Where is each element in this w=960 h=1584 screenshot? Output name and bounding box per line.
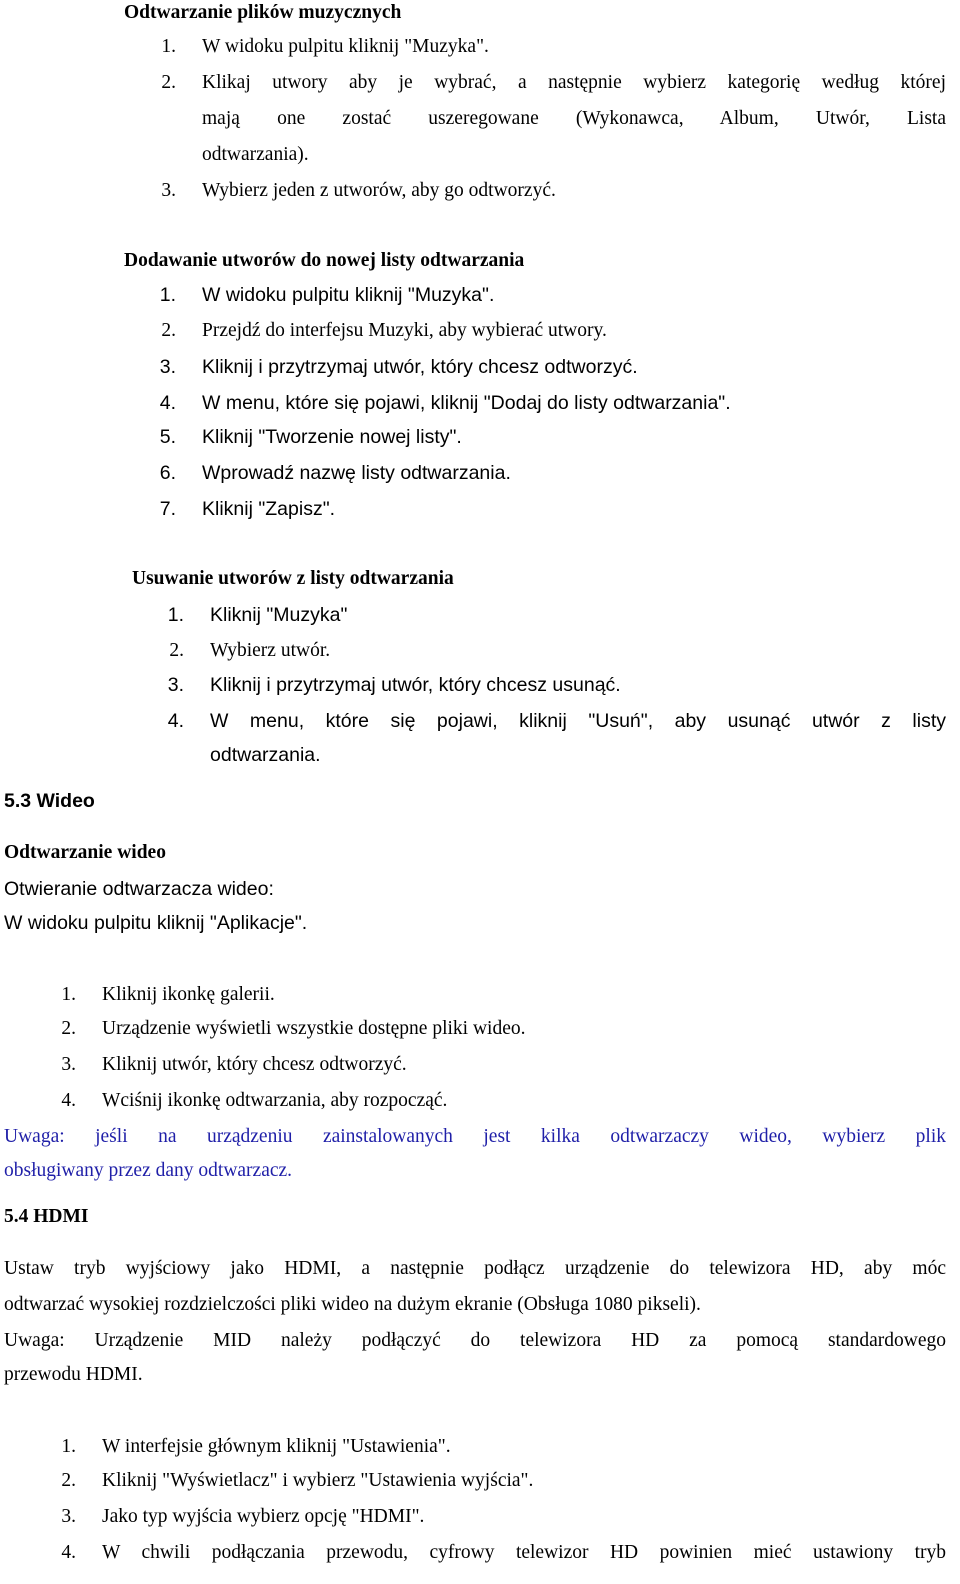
section-title-add-playlist: Dodawanie utworów do nowej listy odtwarzania xyxy=(124,250,525,271)
list-item-continuation: odtwarzania). xyxy=(202,144,309,165)
paragraph: Ustaw tryb wyjściowy jako HDMI, a następnie podłącz urządzenie do telewizora HD, aby móc xyxy=(4,1258,946,1279)
subsection-title-video: Odtwarzanie wideo xyxy=(4,842,166,863)
paragraph: odtwarzać wysokiej rozdzielczości pliki wideo na dużym ekranie (Obsługa 1080 pikseli). xyxy=(4,1294,701,1315)
section-heading-hdmi: 5.4 HDMI xyxy=(4,1206,89,1227)
section-title-remove: Usuwanie utworów z listy odtwarzania xyxy=(132,568,454,589)
paragraph: przewodu HDMI. xyxy=(4,1364,143,1385)
section-heading-video: 5.3 Wideo xyxy=(4,790,95,812)
paragraph: Otwieranie odtwarzacza wideo: xyxy=(4,878,274,900)
paragraph: Uwaga: Urządzenie MID należy podłączyć do telewizora HD za pomocą standardowego xyxy=(4,1330,946,1351)
paragraph: W widoku pulpitu kliknij "Aplikacje". xyxy=(4,912,308,934)
note-text: obsługiwany przez dany odtwarzacz. xyxy=(4,1160,293,1181)
note-text: Uwaga: jeśli na urządzeniu zainstalowanych jest kilka odtwarzaczy wideo, wybierz plik xyxy=(4,1126,946,1147)
list-item-continuation: odtwarzania. xyxy=(210,744,321,766)
section-title-music: Odtwarzanie plików muzycznych xyxy=(124,2,402,23)
